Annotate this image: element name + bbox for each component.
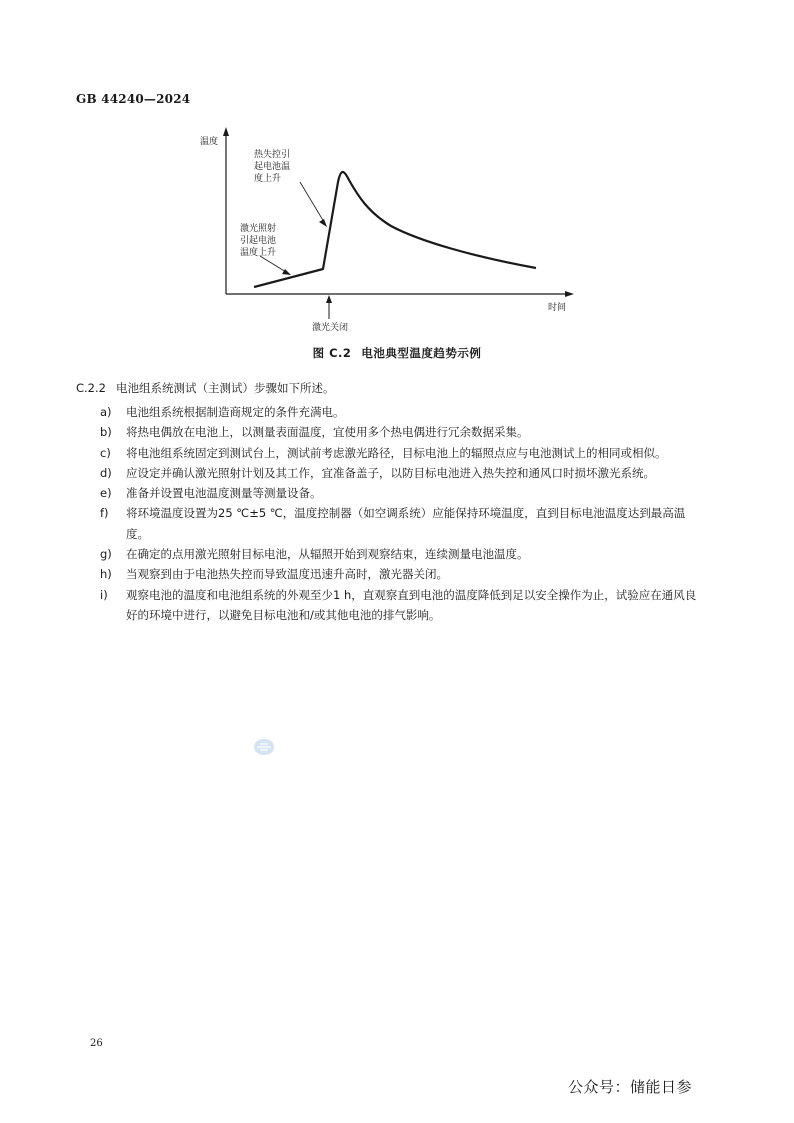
laser-annotation-line1: 激光照射 (240, 224, 277, 234)
step-item (100, 483, 700, 503)
step-text: 电池组系统根据制造商规定的条件充满电。 (126, 405, 345, 419)
step-marker: b) (100, 425, 112, 440)
section-heading (76, 380, 716, 396)
thermal-annotation-arrowhead (319, 219, 327, 227)
y-axis-arrow (223, 127, 229, 136)
laser-annotation-line3: 温度上升 (240, 248, 277, 258)
thermal-annotation-line1: 热失控引 (254, 150, 291, 160)
x-axis-arrow (565, 291, 574, 297)
standard-code: GB 44240—2024 (76, 92, 191, 106)
caption-title: 电池典型温度趋势示例 (361, 346, 482, 360)
step-marker: f) (100, 506, 109, 521)
wechat-account-label: 公众号：储能日参 (568, 1078, 693, 1096)
step-item (100, 402, 700, 422)
laser-annotation-line2: 引起电池 (240, 236, 277, 246)
x-axis-label: 时间 (548, 303, 567, 313)
step-text: 观察电池的温度和电池组系统的外观至少1 h，直观察直到电池的温度降低到足以安全操作为止，试验应在通风良好的环境中进行，以避免目标电池和/或其他电池的排气影响。 (126, 587, 697, 622)
y-axis-label: 温度 (200, 137, 219, 147)
step-item (100, 422, 700, 442)
step-text: 应设定并确认激光照射计划及其工作，宜准备盖子，以防目标电池进入热失控和通风口时损坏激光系统。 (126, 465, 655, 480)
watermark-logo (252, 738, 276, 756)
laser-annotation-leader (260, 256, 286, 272)
step-marker: e) (100, 486, 112, 501)
step-item (100, 503, 700, 544)
section-number: C.2.2 (76, 381, 106, 395)
section-title: 电池组系统测试（主测试）步骤如下所述。 (115, 381, 335, 395)
step-text: 准备并设置电池温度测量等测量设备。 (126, 486, 322, 501)
step-text: 将电池组系统固定到测试台上，测试前考虑激光路径，目标电池上的辐照点应与电池测试上的相同或相似。 (126, 445, 667, 460)
step-marker: a) (100, 405, 112, 419)
step-marker: c) (100, 445, 111, 460)
figure-caption (0, 345, 794, 361)
step-item (100, 585, 700, 626)
thermal-annotation-line2: 起电池温 (254, 162, 291, 172)
temperature-trend-figure (196, 124, 596, 336)
procedure-steps (100, 402, 700, 625)
laser-off-label: 激光关闭 (312, 323, 349, 333)
thermal-annotation-leader (300, 182, 324, 222)
step-marker: g) (100, 547, 112, 562)
step-text: 将环境温度设置为25 ℃±5 ℃，温度控制器（如空调系统）应能保持环境温度，直到目标电池温度达到最高温度。 (126, 506, 686, 541)
page-number: 26 (90, 1038, 103, 1049)
step-marker: i) (100, 587, 108, 602)
step-text: 在确定的点用激光照射目标电池，从辐照开始到观察结束，连续测量电池温度。 (126, 547, 529, 562)
step-marker: d) (100, 465, 112, 480)
caption-number: 图 C.2 (312, 346, 352, 360)
temperature-curve (254, 172, 536, 287)
step-item (100, 544, 700, 564)
step-item (100, 564, 700, 584)
step-text: 将热电偶放在电池上，以测量表面温度，宜使用多个热电偶进行冗余数据采集。 (126, 425, 529, 440)
step-marker: h) (100, 567, 112, 582)
step-text: 当观察到由于电池热失控而导致温度迅速升高时，激光器关闭。 (126, 567, 448, 582)
step-item (100, 463, 700, 483)
thermal-annotation-line3: 度上升 (254, 174, 282, 184)
laser-off-arrowhead (326, 295, 332, 303)
step-item (100, 443, 700, 463)
